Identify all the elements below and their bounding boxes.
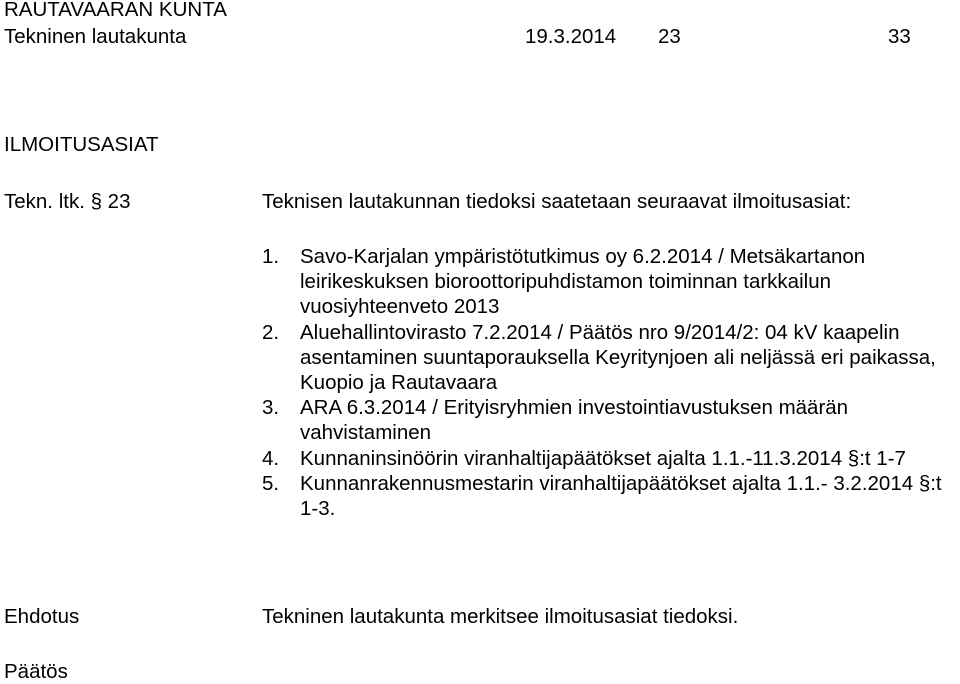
- page-number: 33: [888, 25, 911, 48]
- list-item-text: ARA 6.3.2014 / Erityisryhmien investointiavustuksen määrän vahvistaminen: [300, 396, 849, 445]
- list-item-text: Savo-Karjalan ympäristötutkimus oy 6.2.2014 / Metsäkartanon leirikeskuksen bioroottoripuhdistamon toiminnan tarkkailun vuosiyhteenveto 2013: [300, 245, 866, 319]
- intro-text: Teknisen lautakunnan tiedoksi saatetaan seuraavat ilmoitusasiat:: [262, 190, 852, 213]
- proposal-text: Tekninen lautakunta merkitsee ilmoitusasiat tiedoksi.: [262, 605, 739, 628]
- list-item-number: 2.: [262, 320, 280, 344]
- meeting-date: 19.3.2014: [525, 25, 617, 48]
- organization-name: RAUTAVAARAN KUNTA: [4, 0, 227, 21]
- list-item-number: 1.: [262, 245, 280, 268]
- list-item: [262, 320, 954, 396]
- list-item-text: Aluehallintovirasto 7.2.2014 / Päätös nro 9/2014/2: 04 kV kaapelin asentaminen suuntaporauksella Keyritynjoen ali neljässä eri paikassa, Kuopio ja Rautavaara: [300, 320, 936, 395]
- list-item: [262, 244, 954, 320]
- notice-list: [262, 244, 954, 521]
- list-item-number: 4.: [262, 446, 280, 470]
- list-item-number: 5.: [262, 471, 280, 495]
- decision-label: Päätös: [4, 660, 68, 683]
- section-reference: Tekn. ltk. § 23: [4, 190, 131, 213]
- list-item-text: Kunnanrakennusmestarin viranhaltijapäätökset ajalta 1.1.- 3.2.2014 §:t 1-3.: [300, 471, 942, 521]
- list-item: [262, 471, 954, 521]
- list-item: [262, 395, 954, 445]
- list-item: [262, 446, 954, 471]
- committee-name: Tekninen lautakunta: [4, 25, 187, 48]
- section-number: 23: [658, 25, 681, 48]
- list-item-number: 3.: [262, 396, 280, 420]
- proposal-label: Ehdotus: [4, 605, 80, 628]
- list-item-text: Kunnaninsinöörin viranhaltijapäätökset ajalta 1.1.-11.3.2014 §:t 1-7: [300, 446, 906, 470]
- section-title: ILMOITUSASIAT: [4, 133, 159, 156]
